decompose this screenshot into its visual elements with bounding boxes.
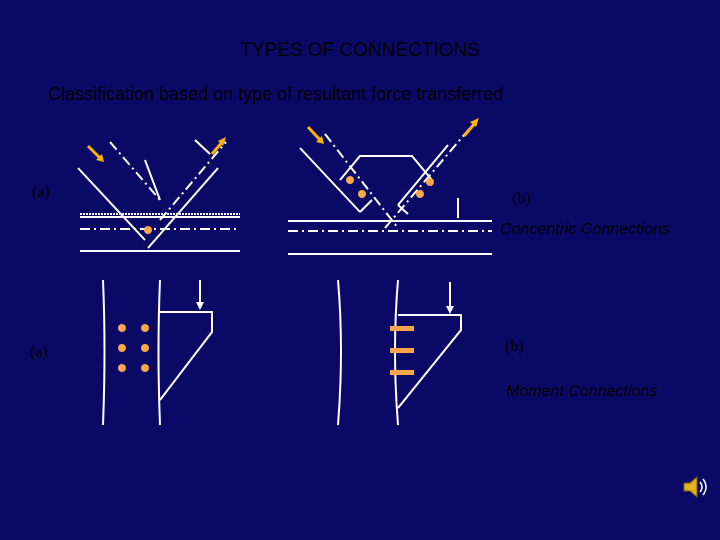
speaker-icon[interactable] <box>682 474 712 500</box>
bolt-group-moment-a <box>118 324 149 372</box>
concentric-label-b: (b) <box>512 190 531 207</box>
slide-title: TYPES OF CONNECTIONS <box>240 40 480 61</box>
weld <box>390 348 414 353</box>
bolt <box>141 344 149 352</box>
slide-subtitle: Classification based on type of resultant force transferred <box>48 84 504 104</box>
concentric-connection-b <box>288 128 492 254</box>
force-arrow-a-left <box>88 146 104 162</box>
bolt <box>358 190 366 198</box>
bolt <box>416 190 424 198</box>
bolt <box>118 344 126 352</box>
moment-caption: Moment Connections <box>506 383 658 400</box>
weld <box>390 370 414 375</box>
bolt <box>346 176 354 184</box>
force-arrow-a-right <box>212 137 226 154</box>
bolt <box>141 364 149 372</box>
bolt <box>118 324 126 332</box>
bolt <box>426 178 434 186</box>
weld <box>390 326 414 331</box>
concentric-label-a: (a) <box>32 184 50 201</box>
moment-label-a: (a) <box>30 344 48 361</box>
bolt <box>144 226 152 234</box>
force-arrow-b-left <box>308 127 324 144</box>
force-arrow-b-right <box>464 118 479 136</box>
moment-b-load-arrow <box>446 306 454 314</box>
concentric-caption: Concentric Connections <box>500 221 670 238</box>
bolt <box>141 324 149 332</box>
weld-group-moment-b <box>390 326 414 375</box>
bolt <box>118 364 126 372</box>
moment-a-load-arrow <box>196 302 204 310</box>
moment-connection-a <box>103 280 212 425</box>
moment-label-b: (b) <box>505 338 524 355</box>
